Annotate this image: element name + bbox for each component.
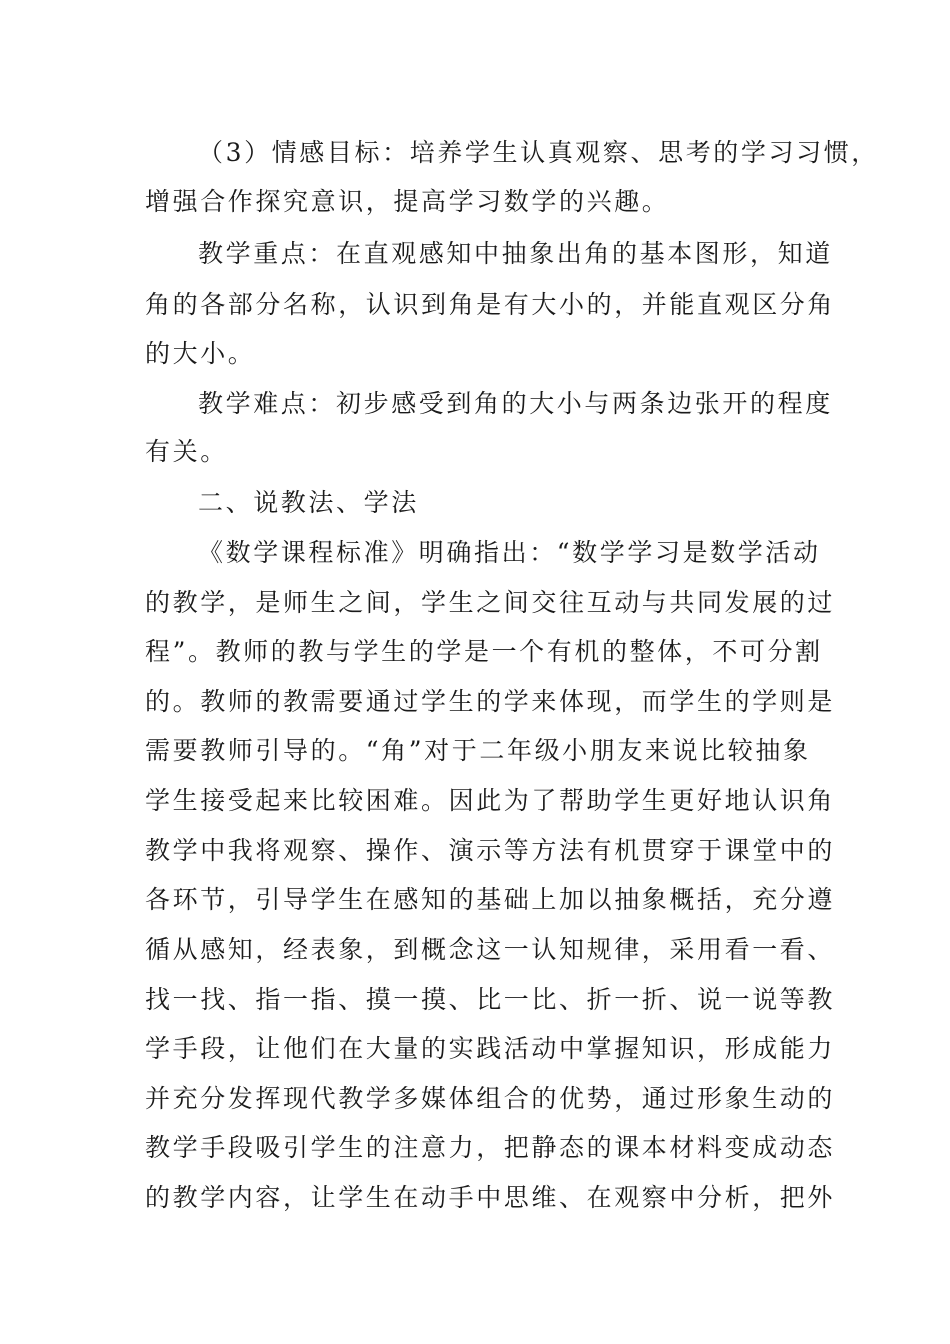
text-line: 的。教师的教需要通过学生的学来体现，而学生的学则是	[145, 687, 836, 716]
text-line: 的大小。	[145, 339, 256, 368]
text-line: 教学手段吸引学生的注意力，把静态的课本材料变成动态	[145, 1133, 836, 1162]
section-heading: 二、说教法、学法	[198, 488, 419, 517]
text-line: 各环节，引导学生在感知的基础上加以抽象概括，充分遵	[145, 885, 836, 914]
text-line: 教学中我将观察、操作、演示等方法有机贯穿于课堂中的	[145, 836, 836, 865]
text-line: 程”。教师的教与学生的学是一个有机的整体，不可分割	[145, 637, 823, 666]
text-line: 循从感知，经表象，到概念这一认知规律，采用看一看、	[145, 935, 836, 964]
text-line: 角的各部分名称，认识到角是有大小的，并能直观区分角	[145, 290, 836, 319]
text-line-difficult-points: 教学难点：初步感受到角的大小与两条边张开的程度	[198, 389, 833, 418]
text-line: 找一找、指一指、摸一摸、比一比、折一折、说一说等教	[145, 985, 836, 1014]
text-line-paragraph-start: 《数学课程标准》明确指出：“数学学习是数学活动	[198, 538, 821, 567]
text-line: 学手段，让他们在大量的实践活动中掌握知识，形成能力	[145, 1034, 836, 1063]
text-line-emotion-goal: （3）情感目标：培养学生认真观察、思考的学习习惯，	[198, 138, 879, 167]
text-line: 学生接受起来比较困难。因此为了帮助学生更好地认识角	[145, 786, 836, 815]
text-line: 的教学，是师生之间，学生之间交往互动与共同发展的过	[145, 588, 836, 617]
text-line-key-points: 教学重点：在直观感知中抽象出角的基本图形，知道	[198, 239, 833, 268]
text-line: 增强合作探究意识，提高学习数学的兴趣。	[145, 187, 670, 216]
text-line: 有关。	[145, 437, 228, 466]
text-line: 需要教师引导的。“角”对于二年级小朋友来说比较抽象	[145, 736, 811, 765]
text-line: 的教学内容，让学生在动手中思维、在观察中分析，把外	[145, 1183, 836, 1212]
text-line: 并充分发挥现代教学多媒体组合的优势，通过形象生动的	[145, 1084, 836, 1113]
